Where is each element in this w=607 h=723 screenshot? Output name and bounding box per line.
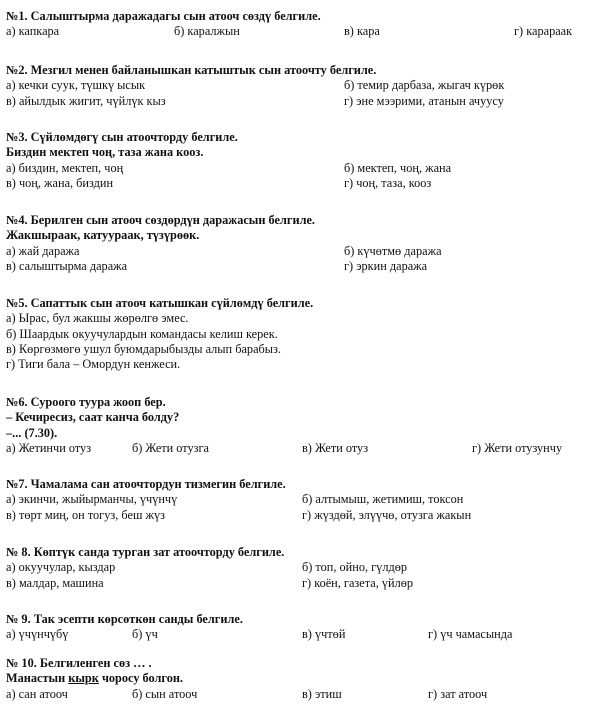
question-4-title: №4. Берилген сын атооч сөздөрдүн даражасын белгиле. [6, 213, 316, 227]
question-6 [6, 395, 603, 456]
q3-option-b[interactable]: б) мектеп, чоң, жана [344, 160, 452, 175]
q6-option-b[interactable]: б) Жети отузга [132, 440, 210, 455]
q1-option-b[interactable]: б) каралжын [174, 24, 240, 39]
question-10-title: № 10. Белгиленген сөз … . [6, 656, 152, 670]
q5-option-c[interactable]: в) Көргөзмөгө ушул буюмдарыбызды алып барабыз. [6, 341, 281, 356]
q10-option-b[interactable]: б) сын атооч [132, 686, 198, 701]
q4-option-d[interactable]: г) эркин даража [344, 258, 428, 273]
q7-option-b[interactable]: б) алтымыш, жетимиш, токсон [302, 492, 464, 507]
q8-option-b[interactable]: б) топ, ойно, гүлдөр [302, 560, 408, 575]
q9-option-d[interactable]: г) үч чамасында [428, 627, 513, 642]
q6-option-d[interactable]: г) Жети отузунчу [472, 440, 563, 455]
q2-option-b[interactable]: б) темир дарбаза, жыгач күрөк [344, 78, 505, 93]
q8-option-d[interactable]: г) коён, газета, үйлөр [302, 575, 414, 590]
q3-option-c[interactable]: в) чоң, жана, биздин [6, 175, 114, 190]
question-6-line-2: – Кечиресиз, саат канча болду? [6, 410, 180, 425]
question-10-sentence [6, 671, 603, 686]
question-9 [6, 612, 603, 643]
question-8 [6, 545, 603, 591]
question-1 [6, 9, 603, 40]
question-1-options [6, 24, 603, 39]
question-6-line-3: –... (7.30). [6, 425, 58, 440]
question-3-sentence: Биздин мектеп чоң, таза жана кооз. [6, 145, 204, 160]
q2-option-d[interactable]: г) эне мээрими, атанын ачуусу [344, 93, 504, 108]
q2-option-c[interactable]: в) айылдык жигит, чүйлүк кыз [6, 93, 166, 108]
q10-sentence-end: чоросу болгон. [98, 671, 183, 686]
q2-option-a[interactable]: а) кечки суук, түшкү ысык [6, 78, 146, 93]
q9-option-b[interactable]: б) үч [132, 627, 158, 642]
question-4-sentence: Жакшыраак, катуураак, түзүрөөк. [6, 228, 200, 243]
q7-option-a[interactable]: а) экинчи, жыйырманчы, үчүнчү [6, 492, 178, 507]
question-7-title: №7. Чамалама сан атоочтордун тизмегин белгиле. [6, 477, 286, 491]
q10-option-d[interactable]: г) зат атооч [428, 686, 488, 701]
question-4 [6, 213, 603, 274]
q7-option-c[interactable]: в) төрт миң, он тогуз, беш жүз [6, 507, 165, 522]
q3-option-a[interactable]: а) биздин, мектеп, чоң [6, 160, 124, 175]
question-8-title: № 8. Көптүк санда турган зат атоочторду белгиле. [6, 545, 285, 559]
q6-option-a[interactable]: а) Жетинчи отуз [6, 440, 92, 455]
question-5-title: №5. Сапаттык сын атооч катышкан сүйлөмдү белгиле. [6, 296, 314, 310]
q1-option-a[interactable]: а) капкара [6, 24, 60, 39]
q7-option-d[interactable]: г) жүздөй, элүүчө, отузга жакын [302, 507, 472, 522]
q1-option-d[interactable]: г) карараак [514, 24, 573, 39]
question-10 [6, 656, 603, 702]
question-9-title: № 9. Так эсепти көрсөткөн санды белгиле. [6, 612, 243, 626]
question-6-title: №6. Суроого туура жооп бер. [6, 395, 166, 409]
q9-option-a[interactable]: а) үчүнчүбү [6, 627, 69, 642]
q10-sentence-start: Манастын [6, 671, 69, 686]
q9-option-c[interactable]: в) үчтөй [302, 627, 346, 642]
question-3 [6, 130, 603, 191]
q3-option-d[interactable]: г) чоң, таза, кооз [344, 175, 432, 190]
q4-option-c[interactable]: в) салыштырма даража [6, 258, 128, 273]
q5-option-d[interactable]: г) Тиги бала – Омордун кенжеси. [6, 357, 181, 372]
q4-option-b[interactable]: б) күчөтмө даража [344, 243, 442, 258]
question-3-title: №3. Сүйлөмдөгү сын атоочторду белгиле. [6, 130, 238, 144]
question-5 [6, 296, 603, 372]
question-2 [6, 63, 603, 109]
q4-option-a[interactable]: а) жай даража [6, 243, 80, 258]
q8-option-c[interactable]: в) малдар, машина [6, 575, 104, 590]
q5-option-a[interactable]: а) Ырас, бул жакшы жөрөлгө эмес. [6, 311, 189, 326]
q10-option-a[interactable]: а) сан атооч [6, 686, 68, 701]
q10-option-c[interactable]: в) этиш [302, 686, 342, 701]
question-1-title: №1. Салыштырма даражадагы сын атооч сөздү белгиле. [6, 9, 321, 23]
q1-option-c[interactable]: в) кара [344, 24, 380, 39]
q6-option-c[interactable]: в) Жети отуз [302, 440, 369, 455]
q10-underlined-word: кырк [68, 671, 99, 686]
question-2-title: №2. Мезгил менен байланышкан катыштык сын атоочту белгиле. [6, 63, 377, 77]
question-7 [6, 477, 603, 523]
q5-option-b[interactable]: б) Шаардык окуучулардын командасы келиш керек. [6, 326, 278, 341]
q8-option-a[interactable]: а) окуучулар, кыздар [6, 560, 116, 575]
